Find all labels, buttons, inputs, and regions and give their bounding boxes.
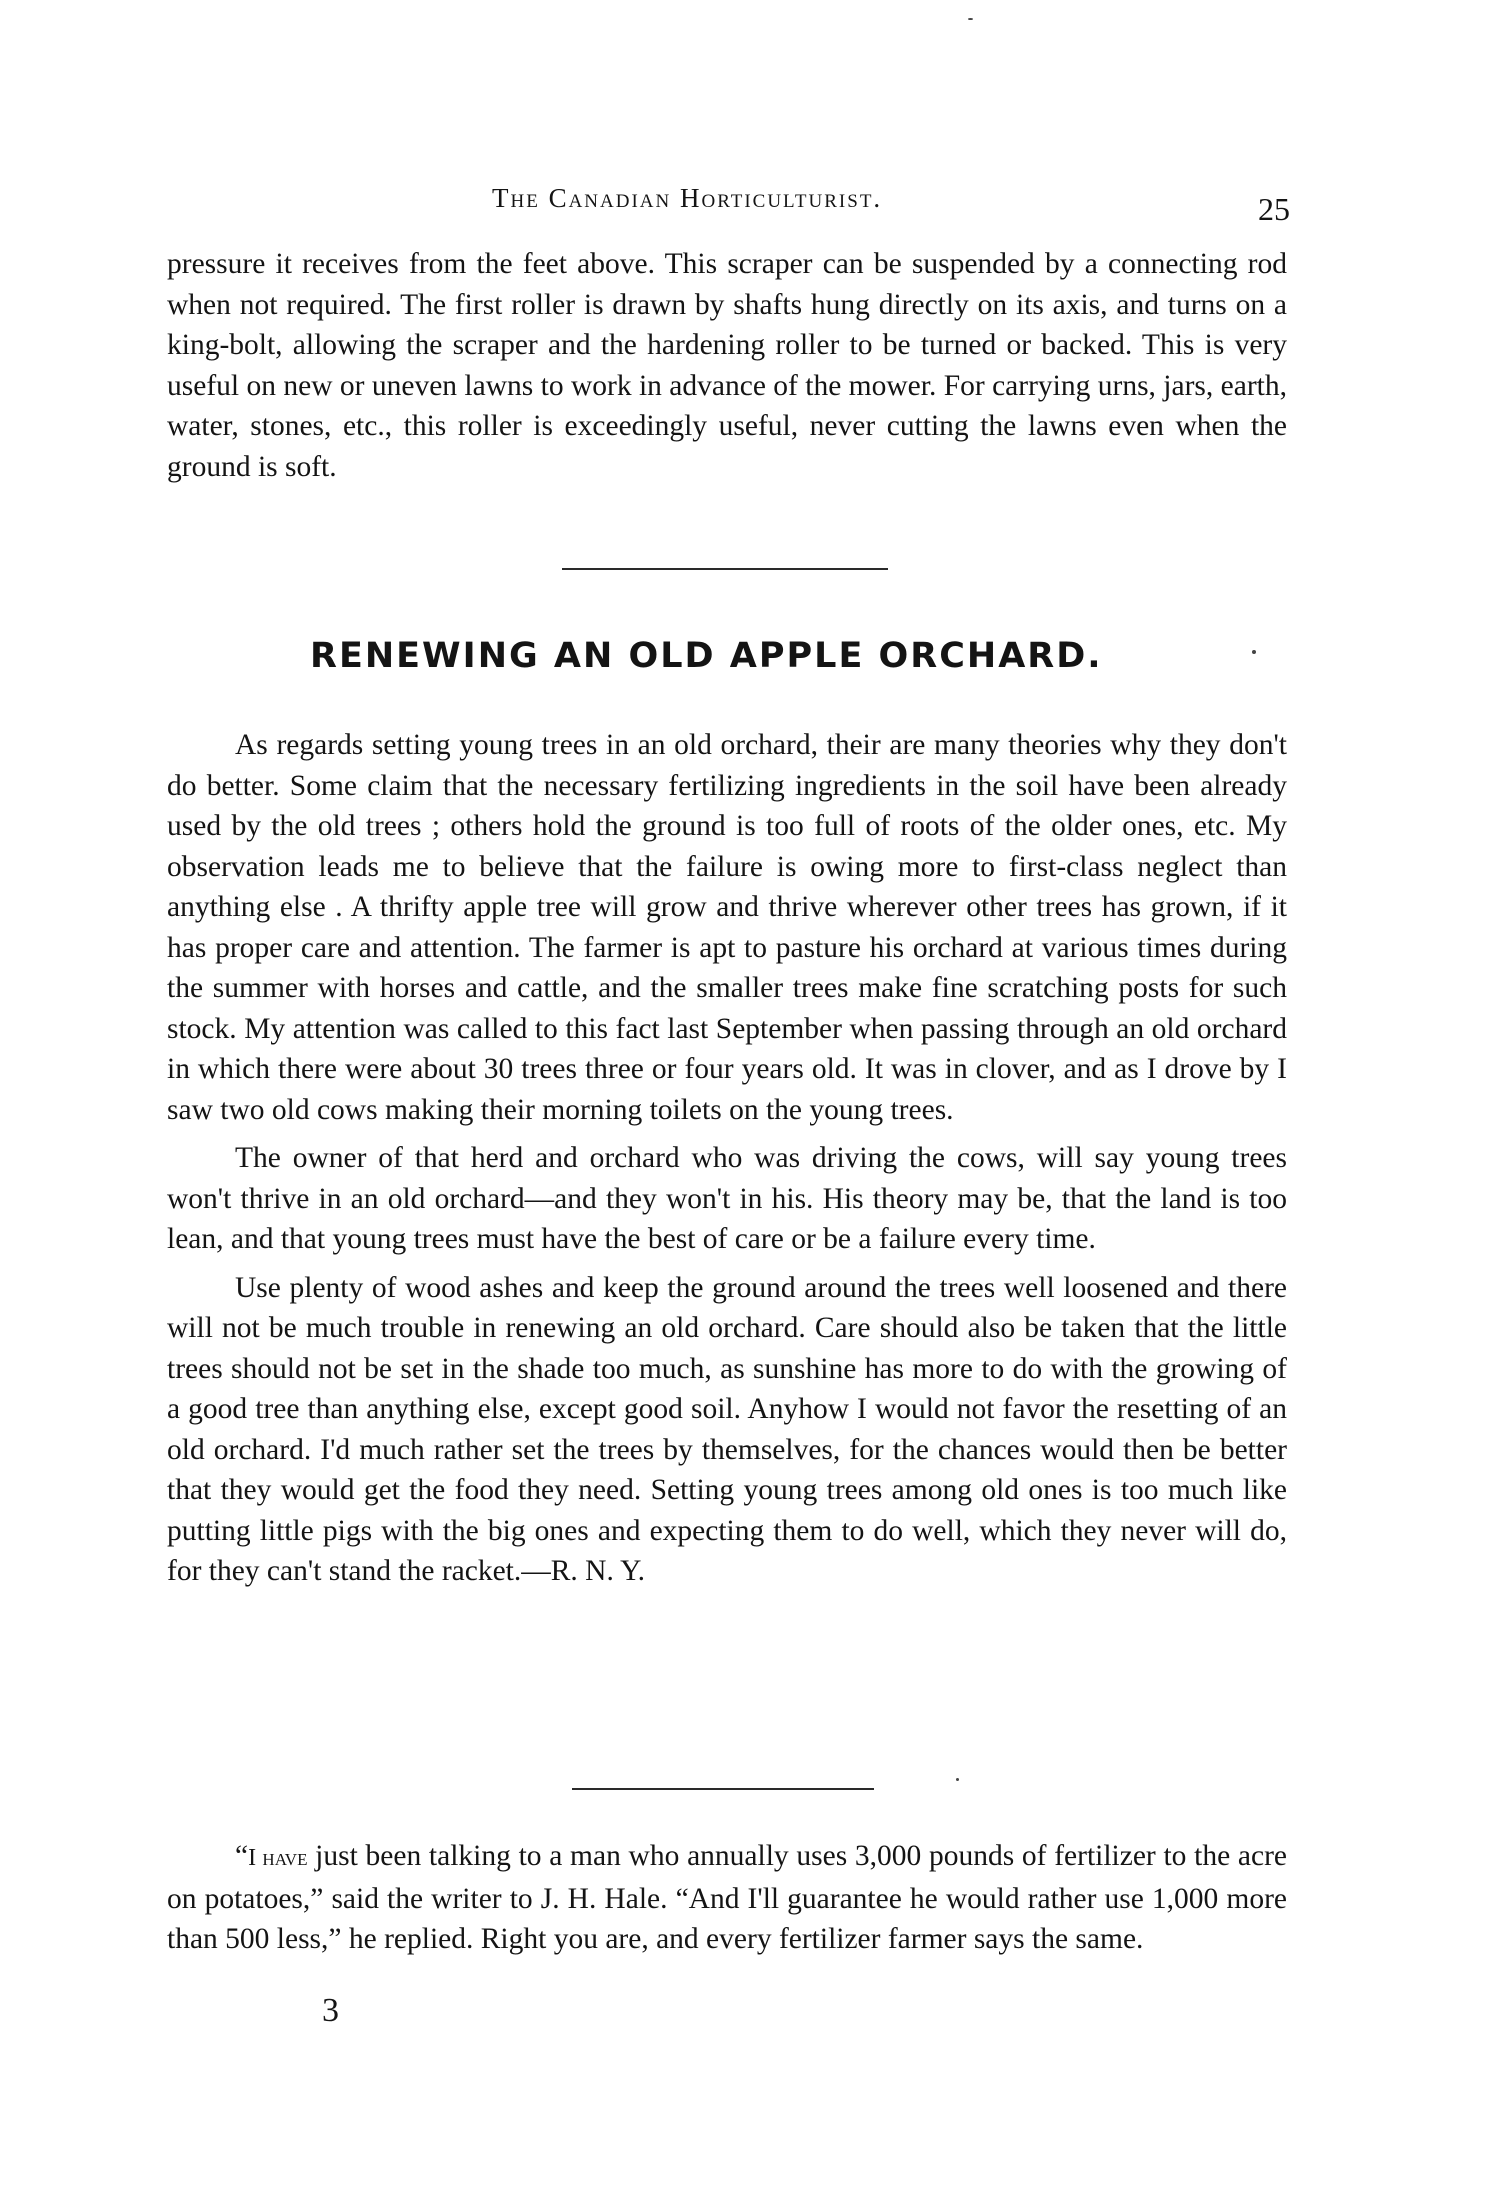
article-title: RENEWING AN OLD APPLE ORCHARD. xyxy=(310,636,1103,676)
continued-text xyxy=(167,244,1287,487)
quote-paragraph xyxy=(167,1836,1287,1960)
article-body xyxy=(167,725,1287,1592)
quote-open-mark: “ xyxy=(235,1840,249,1872)
print-speck xyxy=(968,18,973,20)
section-divider xyxy=(562,568,888,570)
page-number: 25 xyxy=(1258,191,1290,227)
section-divider xyxy=(572,1788,874,1790)
quote-block xyxy=(167,1836,1287,1960)
article-paragraph: As regards setting young trees in an old orchard, their are many theories why they don't do better. Some claim that the necessary fertilizing ingredients in the soil have been already used by the old trees ; others hold the ground is too full of roots of the older ones, etc. My observation leads me to believe that the failure is owing more to first-class neglect than anything else . A thrifty apple tree will grow and thrive wherever other trees has grown, if it has proper care and attention. The farmer is apt to pasture his orchard at various times during the summer with horses and cattle, and the smaller trees make fine scratching posts for such stock. My attention was called to this fact last September when passing through an old orchard in which there were about 30 trees three or four years old. It was in clover, and as I drove by I saw two old cows making their morning toilets on the young trees. xyxy=(167,729,1287,1126)
continued-paragraph: pressure it receives from the feet above. This scraper can be suspended by a connecting rod when not required. The first roller is drawn by shafts hung directly on its axis, and turns on a king-bolt, allowing the scraper and the hardening roller to be turned or backed. This is very useful on new or uneven lawns to work in advance of the mower. For carrying urns, jars, earth, water, stones, etc., this roller is exceedingly useful, never cutting the lawns even when the ground is soft. xyxy=(167,248,1287,483)
signature-mark: 3 xyxy=(322,1992,339,2029)
print-speck xyxy=(1252,650,1256,654)
running-title: The Canadian Horticulturist. xyxy=(492,183,883,213)
quote-lead-caps: I have xyxy=(248,1845,308,1871)
running-header xyxy=(170,183,1290,227)
article-paragraph: Use plenty of wood ashes and keep the ground around the trees well loosened and there will not be much trouble in renewing an old orchard. Care should also be taken that the little trees should not be set in the shade too much, as sunshine has more to do with the growing of a good tree than anything else, except good soil. Anyhow I would not favor the resetting of an old orchard. I'd much rather set the trees by themselves, for the chances would then be better that they would get the food they need. Setting young trees among old ones is too much like putting little pigs with the big ones and expecting them to do well, which they never will do, for they can't stand the racket.—R. N. Y. xyxy=(167,1271,1287,1587)
print-speck xyxy=(956,1778,959,1781)
article-paragraph: The owner of that herd and orchard who was driving the cows, will say young trees won't thrive in an old orchard—and they won't in his. His theory may be, that the land is too lean, and that young trees must have the best of care or be a failure every time. xyxy=(167,1142,1287,1255)
quote-text: just been talking to a man who annually uses 3,000 pounds of fertilizer to the acre on potatoes,” said the writer to J. H. Hale. “And I'll guarantee he would rather use 1,000 more than 500 less,” he replied. Right you are, and every fertilizer farmer says the same. xyxy=(167,1840,1288,1955)
